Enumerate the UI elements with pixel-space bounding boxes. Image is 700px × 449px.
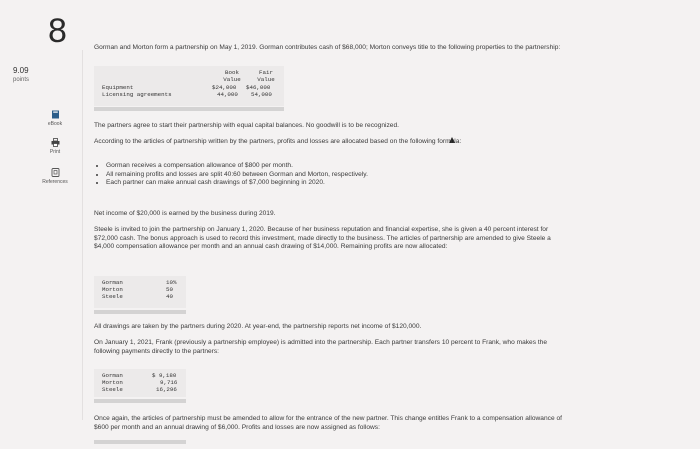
pay-gorman-value: $ 9,180 [152, 372, 177, 379]
equipment-fair: $46,000 [246, 84, 271, 91]
list-item: • Each partner can make annual cash drawings of $7,000 beginning in 2020. [106, 179, 576, 188]
pay-morton-value: 9,716 [160, 379, 178, 386]
alloc-gorman-label: Gorman [102, 279, 123, 286]
equipment-book: $24,000 [212, 84, 237, 91]
licensing-label: Licensing agreements [102, 91, 172, 98]
book-value-header: Book Value [223, 69, 241, 83]
licensing-fair: 54,000 [251, 91, 272, 98]
points-label: points [13, 77, 30, 83]
list-item: • Gorman receives a compensation allowance of $800 per month. [106, 162, 576, 171]
frank-allowance-text: Once again, the articles of partnership must be amended to allow for the entrance of the new partner. This change entitles Frank to a compensation allowance of $600 per month and an annual drawing of $6,000. Profits and losses are now assigned as follows: [94, 415, 562, 431]
table-scrollbar[interactable] [94, 399, 186, 403]
question-number: 8 [48, 12, 67, 50]
ebook-label: eBook [47, 121, 63, 127]
pay-morton-label: Morton [102, 379, 123, 386]
frank-text: On January 1, 2021, Frank (previously a partnership employee) is admitted into the partnership. Each partner transfers 10 percent to Frank, who makes the following payments directly to the partners: [94, 339, 548, 355]
articles-text: According to the articles of partnership written by the partners, profits and losses are allocated based on the following formula: [94, 138, 462, 145]
pay-steele-value: 16,296 [156, 386, 177, 393]
references-button[interactable] [20, 168, 90, 185]
alloc-steele-value: 40 [166, 293, 173, 300]
alloc-morton-label: Morton [102, 286, 123, 293]
fair-value-header: Fair Value [257, 69, 275, 83]
print-label: Print [49, 149, 61, 155]
allocation-rules-list [94, 162, 576, 188]
references-icon [51, 168, 60, 177]
table-scrollbar[interactable] [94, 310, 186, 314]
equipment-label: Equipment [102, 84, 134, 91]
table-scrollbar[interactable] [94, 107, 284, 111]
alloc-steele-label: Steele [102, 293, 123, 300]
references-label: References [42, 179, 68, 185]
alloc-gorman-value: 10% [166, 279, 177, 286]
pay-steele-label: Steele [102, 386, 123, 393]
book-icon [51, 110, 60, 119]
ebook-button[interactable] [20, 110, 90, 127]
alloc-morton-value: 50 [166, 286, 173, 293]
print-button[interactable] [20, 138, 90, 155]
equal-capital-text: The partners agree to start their partnership with equal capital balances. No goodwill is to be recognized. [94, 122, 399, 129]
print-icon [51, 138, 60, 147]
drawings-2020-text: All drawings are taken by the partners during 2020. At year-end, the partnership reports net income of $120,000. [94, 323, 422, 330]
divider [82, 50, 83, 420]
licensing-book: 44,000 [217, 91, 238, 98]
list-item: • All remaining profits and losses are split 40:60 between Gorman and Morton, respectively. [106, 171, 576, 180]
question-sidebar [0, 0, 82, 449]
intro-text: Gorman and Morton form a partnership on May 1, 2019. Gorman contributes cash of $68,000; Morton conveys title to the following properties to the partnership: [94, 44, 561, 51]
steele-text: Steele is invited to join the partnership on January 1, 2020. Because of her business reputation and financial expertise, she is given a 40 percent interest for $72,000 cash. The bonus approach is used to record this investment, made directly to the business. The articles of partnership are amended to give Steele a $4,000 compensation allowance per month and an annual cash drawing of $14,000. Remaining profits are now allocated: [94, 226, 551, 250]
table-scrollbar[interactable] [94, 440, 186, 444]
income-2019-text: Net income of $20,000 is earned by the business during 2019. [94, 210, 276, 217]
pay-gorman-label: Gorman [102, 372, 123, 379]
points-value: 9.09 [13, 66, 29, 75]
